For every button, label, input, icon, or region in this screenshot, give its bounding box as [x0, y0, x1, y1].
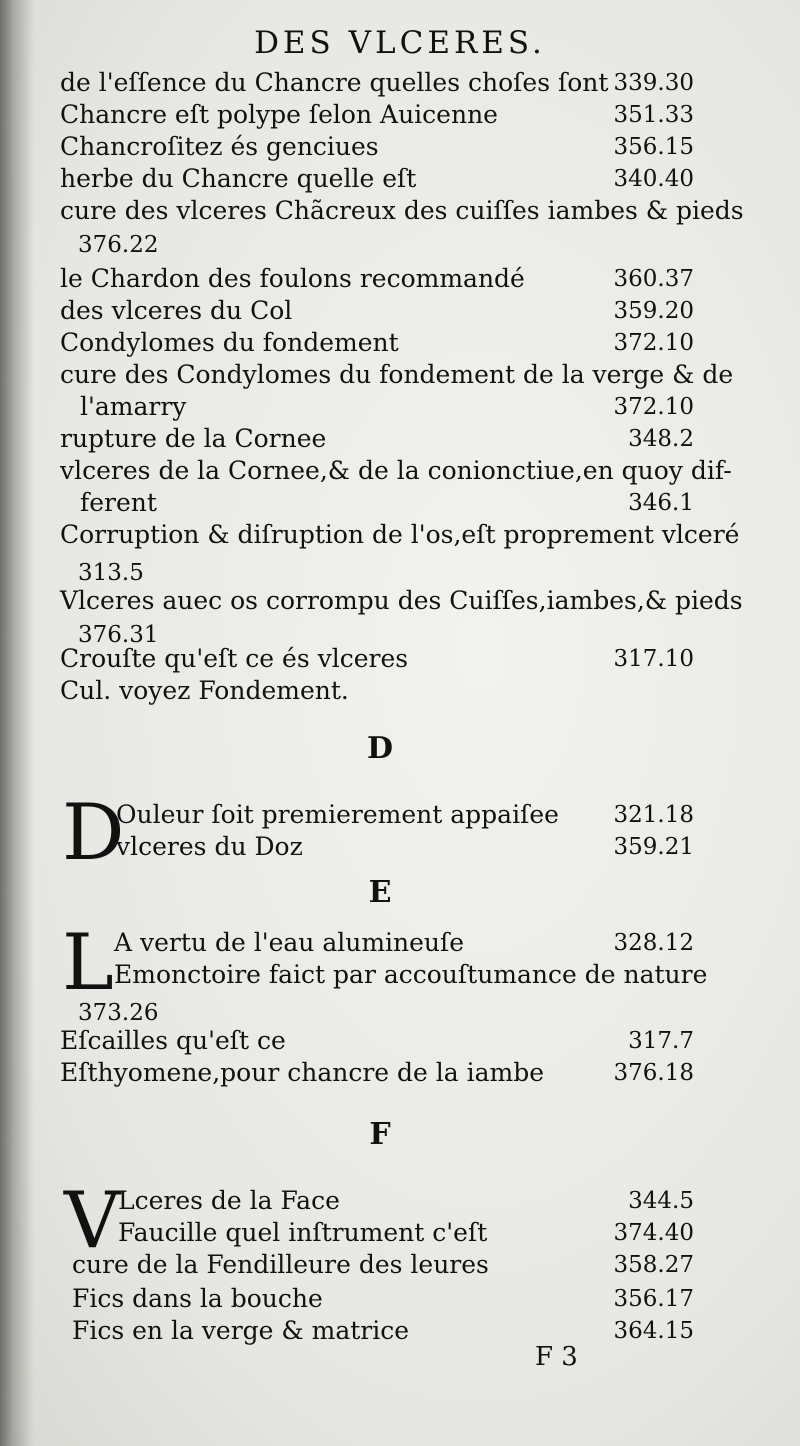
entry-text: Chancre eſt polype ſelon Auicenne	[60, 100, 498, 129]
index-entry	[0, 518, 800, 552]
index-entry-continuation	[0, 486, 800, 520]
entry-text: Ouleur ſoit premierement appaiſee	[116, 800, 559, 829]
entry-text: de l'eſſence du Chancre quelles choſes ſont	[60, 68, 609, 97]
running-head: DES VLCERES.	[254, 25, 546, 61]
section-heading-e: E	[368, 875, 392, 910]
entry-text: Emonctoire faict par accouſtumance de nature	[114, 960, 708, 989]
index-entry	[0, 1024, 800, 1058]
index-entry	[0, 358, 800, 392]
catchword-signature: F 3	[535, 1342, 578, 1372]
dropcap-v: V	[64, 1176, 121, 1266]
entry-page-ref: 339.30	[613, 70, 694, 96]
entry-page-ref: 351.33	[613, 102, 694, 128]
index-entry	[0, 584, 800, 618]
entry-page-ref: 321.18	[613, 802, 694, 828]
entry-page-ref: 348.2	[628, 426, 694, 452]
index-entry	[0, 642, 800, 676]
entry-text: Chancroſitez és genciues	[60, 132, 379, 161]
entry-text: Condylomes du fondement	[60, 328, 399, 357]
index-entry	[0, 958, 800, 992]
index-entry-continuation	[0, 390, 800, 424]
entry-text: A vertu de l'eau alumineuſe	[114, 928, 465, 957]
index-entry	[0, 926, 800, 960]
section-heading-f: F	[369, 1117, 391, 1152]
entry-page-ref: 313.5	[78, 560, 144, 586]
entry-page-ref: 317.10	[613, 646, 694, 672]
entry-page-ref: 372.10	[613, 394, 694, 420]
entry-text: rupture de la Cornee	[60, 424, 327, 453]
entry-page-ref: 346.1	[628, 490, 694, 516]
entry-page-ref: 359.21	[613, 834, 694, 860]
index-entry	[0, 1248, 800, 1282]
entry-page-ref: 364.15	[613, 1318, 694, 1344]
entry-text: Vlceres auec os corrompu des Cuiſſes,iambes,& pieds	[60, 586, 743, 615]
entry-page-ref: 356.15	[613, 134, 694, 160]
index-entry	[0, 1314, 800, 1348]
entry-text: Lceres de la Face	[118, 1186, 340, 1215]
entry-page-ref: 317.7	[628, 1028, 694, 1054]
entry-page-ref: 374.40	[613, 1220, 694, 1246]
index-entry	[0, 422, 800, 456]
entry-text: le Chardon des foulons recommandé	[60, 264, 525, 293]
entry-text: Eſthyomene,pour chancre de la iambe	[60, 1058, 545, 1087]
entry-page-ref: 340.40	[613, 166, 694, 192]
entry-text: Fics en la verge & matrice	[72, 1316, 410, 1345]
entry-text: cure de la Fendilleure des leures	[72, 1250, 489, 1279]
entry-text: Eſcailles qu'eſt ce	[60, 1026, 286, 1055]
entry-page-ref: 358.27	[613, 1252, 694, 1278]
index-entry	[0, 294, 800, 328]
entry-page-ref: 376.22	[78, 232, 159, 258]
entry-page-ref: 360.37	[613, 266, 694, 292]
entry-text: vlceres du Doz	[116, 832, 303, 861]
entry-page-ref: 344.5	[628, 1188, 694, 1214]
entry-text: ferent	[80, 488, 157, 517]
entry-text: Cul. voyez Fondement.	[60, 676, 349, 705]
entry-page-ref: 373.26	[78, 1000, 159, 1026]
entry-text: cure des vlceres Chãcreux des cuiſſes iambes & pieds	[60, 196, 744, 225]
index-entry	[0, 1184, 800, 1218]
entry-text: Crouſte qu'eſt ce és vlceres	[60, 644, 409, 673]
entry-text: Corruption & diſruption de l'os,eſt proprement vlceré	[60, 520, 740, 549]
entry-text: Fics dans la bouche	[72, 1284, 323, 1313]
index-entry	[0, 454, 800, 488]
entry-text: Faucille quel inſtrument c'eſt	[118, 1218, 488, 1247]
index-entry	[0, 66, 800, 100]
section-heading-d: D	[366, 731, 393, 766]
index-entry	[0, 262, 800, 296]
index-entry	[0, 798, 800, 832]
entry-page-ref: 359.20	[613, 298, 694, 324]
entry-text: des vlceres du Col	[60, 296, 293, 325]
dropcap-d: D	[62, 788, 125, 878]
index-entry	[0, 830, 800, 864]
index-entry	[0, 98, 800, 132]
index-entry	[0, 1282, 800, 1316]
entry-page-ref: 376.18	[613, 1060, 694, 1086]
dropcap-l: L	[62, 918, 114, 1008]
entry-page-ref: 356.17	[613, 1286, 694, 1312]
index-entry	[0, 194, 800, 228]
index-entry	[0, 326, 800, 360]
index-entry	[0, 1056, 800, 1090]
entry-text: cure des Condylomes du fondement de la verge & de	[60, 360, 734, 389]
index-entry-continuation	[0, 228, 800, 262]
index-entry	[0, 162, 800, 196]
index-entry	[0, 1216, 800, 1250]
entry-text: l'amarry	[80, 392, 187, 421]
index-entry	[0, 674, 800, 708]
index-entry	[0, 130, 800, 164]
entry-text: vlceres de la Cornee,& de la conionctiue,en quoy dif-	[60, 456, 732, 485]
entry-page-ref: 328.12	[613, 930, 694, 956]
entry-page-ref: 376.31	[78, 622, 159, 648]
entry-text: herbe du Chancre quelle eſt	[60, 164, 417, 193]
entry-page-ref: 372.10	[613, 330, 694, 356]
